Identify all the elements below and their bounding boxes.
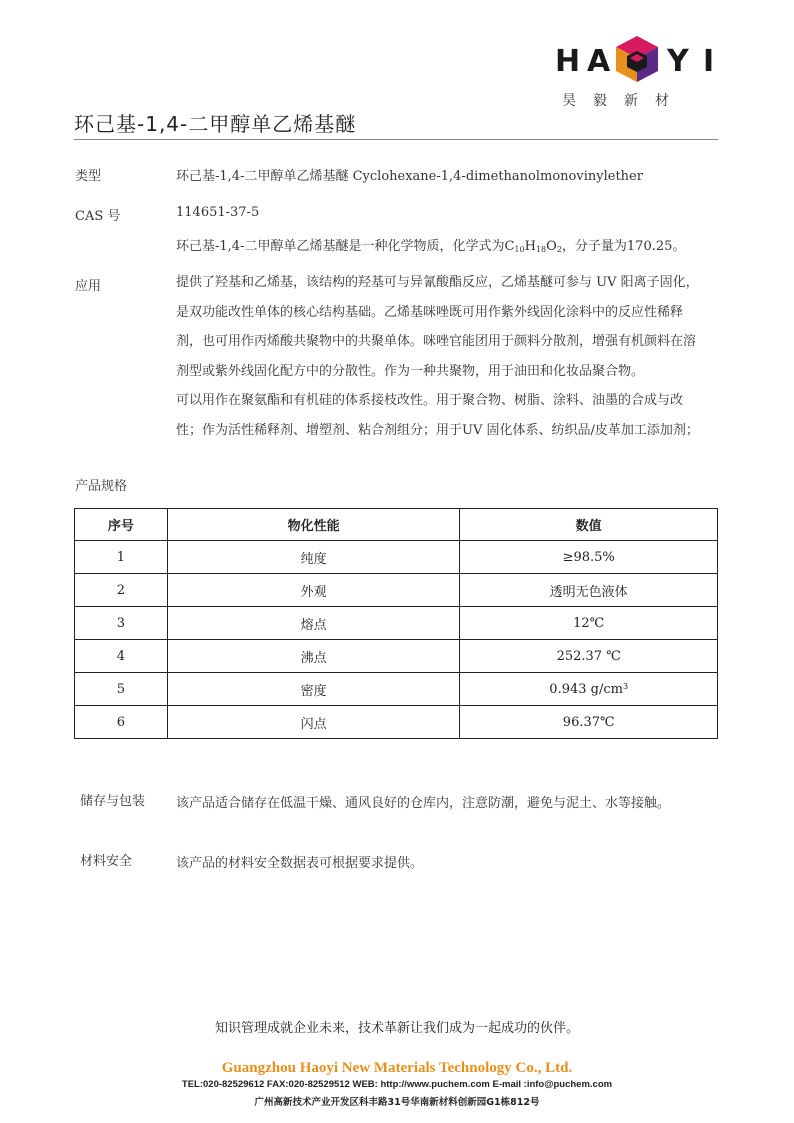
logo-letter-y: Y [667, 44, 691, 79]
application-line: 是双功能改性单体的核心结构基础。乙烯基咪唑既可用作紫外线固化涂料中的反应性稀释 [176, 304, 684, 320]
application-line: 剂型或紫外线固化配方中的分散性。作为一种共聚物，用于油田和化妆品聚合物。 [176, 363, 645, 379]
table-row [75, 706, 718, 739]
table-row [75, 541, 718, 574]
description-prefix: 环己基-1,4-二甲醇单乙烯基醚是一种化学物质，化学式为C [176, 239, 515, 254]
logo-letter-a: A [587, 44, 613, 79]
row-value [460, 607, 718, 640]
row-value-text: 252.37 ℃ [556, 648, 621, 664]
row-number: 4 [75, 640, 168, 673]
page-title: 环己基-1,4-二甲醇单乙烯基醚 [74, 112, 357, 136]
type-label: 类型 [75, 169, 102, 184]
type-value: 环己基-1,4-二甲醇单乙烯基醚 Cyclohexane-1,4-dimethanolmonovinylether [176, 169, 643, 184]
table-row [75, 607, 718, 640]
footer-address: 广州高新技术产业开发区科丰路31号华南新材料创新园G1栋812号 [254, 1097, 540, 1108]
row-property: 熔点 [167, 607, 460, 640]
formula-c-count: 10 [514, 245, 525, 254]
row-property: 沸点 [167, 640, 460, 673]
footer-slogan: 知识管理成就企业未来，技术革新让我们成为一起成功的伙伴。 [214, 1021, 579, 1036]
header-value: 数值 [460, 509, 718, 541]
row-value [460, 541, 718, 574]
row-value-text: 透明无色液体 [549, 584, 628, 600]
row-number: 3 [75, 607, 168, 640]
row-number: 1 [75, 541, 168, 574]
title-divider [74, 139, 718, 140]
row-number: 6 [75, 706, 168, 739]
cas-value: 114651-37-5 [176, 205, 260, 220]
row-value-text: 96.37℃ [562, 714, 615, 730]
density-unit-exponent: 3 [622, 681, 629, 691]
safety-text: 该产品的材料安全数据表可根据要求提供。 [176, 856, 424, 871]
cas-label: CAS 号 [75, 209, 121, 224]
row-property: 密度 [167, 673, 460, 706]
header-property: 物化性能 [167, 509, 460, 541]
logo-letter-h: H [555, 44, 583, 79]
application-line: 提供了羟基和乙烯基，该结构的羟基可与异氰酸酯反应，乙烯基醚可参与 UV 阳离子固化， [176, 275, 699, 290]
row-property: 闪点 [167, 706, 460, 739]
header-number: 序号 [75, 509, 168, 541]
application-label: 应用 [75, 279, 102, 294]
table-row [75, 574, 718, 607]
row-property: 外观 [167, 574, 460, 607]
spec-header-row [75, 509, 718, 541]
row-value [460, 673, 718, 706]
application-line: 性；作为活性稀释剂、增塑剂、粘合剂组分；用于UV 固化体系、纺织品/皮革加工添加剂； [176, 422, 699, 438]
application-line: 剂，也可用作丙烯酸共聚物中的共聚单体。咪唑官能团用于颜料分散剂，增强有机颜料在溶 [176, 334, 697, 349]
row-value-text: 12℃ [573, 615, 605, 631]
storage-label: 储存与包装 [80, 794, 146, 809]
application-line: 可以用作在聚氨酯和有机硅的体系接枝改性。用于聚合物、树脂、涂料、油墨的合成与改 [176, 393, 684, 408]
application-paragraph [176, 268, 699, 445]
table-row [75, 640, 718, 673]
row-value [460, 706, 718, 739]
spec-label: 产品规格 [75, 479, 128, 494]
chemical-description [176, 235, 685, 254]
row-number: 5 [75, 673, 168, 706]
formula-o: O [546, 239, 557, 254]
row-property: 纯度 [167, 541, 460, 574]
formula-h-count: 18 [535, 245, 547, 254]
footer-contact: TEL:020-82529612 FAX:020-82529512 WEB: http://www.puchem.com E-mail :info@puchem.com [181, 1079, 613, 1090]
formula-o-count: 2 [556, 245, 562, 254]
row-number: 2 [75, 574, 168, 607]
safety-label: 材料安全 [80, 854, 133, 869]
footer-company-name: Guangzhou Haoyi New Materials Technology Co., Ltd. [221, 1060, 573, 1076]
table-row [75, 673, 718, 706]
description-suffix: ，分子量为170.25。 [561, 239, 686, 254]
row-value-text: 0.943 g/cm [549, 681, 623, 697]
storage-text: 该产品适合储存在低温干燥、通风良好的仓库内，注意防潮，避免与泥土、水等接触。 [176, 796, 671, 811]
row-value-text: ≥98.5% [562, 549, 615, 565]
formula-h: H [524, 239, 536, 254]
logo-letter-i: I [703, 44, 717, 79]
spec-table [74, 508, 718, 739]
logo-cube-icon [614, 34, 660, 84]
row-value [460, 640, 718, 673]
logo-subtitle: 昊毅新材 [562, 93, 686, 109]
row-value [460, 574, 718, 607]
